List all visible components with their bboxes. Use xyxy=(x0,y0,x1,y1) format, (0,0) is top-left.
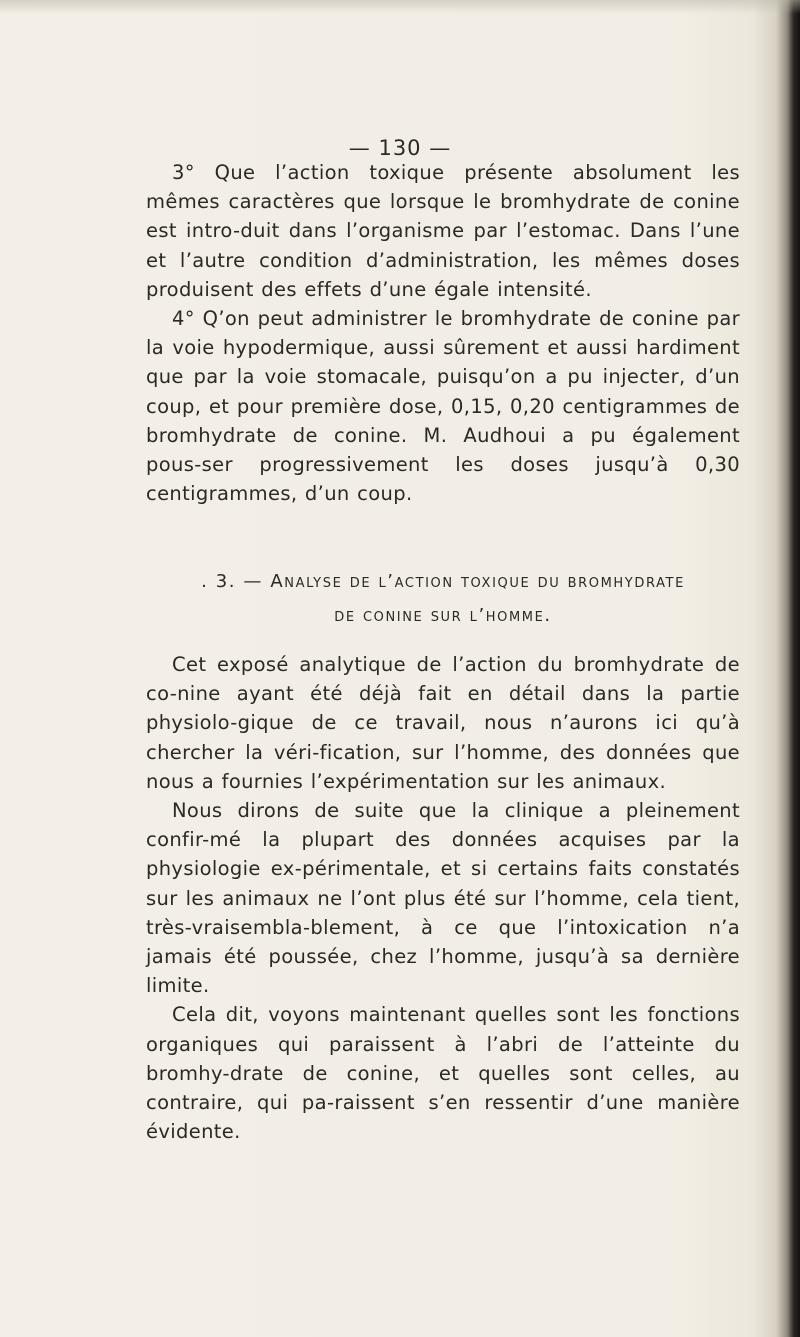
paragraph: 3° Que l’action toxique présente absolument les mêmes caractères que lorsque le bromhydrate de conine est intro-duit dans l’organisme par l’estomac. Dans l’une et l’autre condition d’administration, les mêmes doses produisent des effets d’une égale intensité. xyxy=(146,161,740,301)
paragraph: Cet exposé analytique de l’action du bromhydrate de co-nine ayant été déjà fait en détail dans la partie physiolo-gique de ce travail, nous n’aurons ici qu’à chercher la véri-fication, sur l’homme, des données que nous a fournies l’expérimentation sur les animaux. xyxy=(146,653,740,793)
page-number: — 130 — xyxy=(348,136,452,160)
section-heading-line-2: de conine sur l’homme. xyxy=(334,605,552,626)
text-block-top xyxy=(146,158,740,508)
section-heading-line-1: . 3. — Analyse de l’action toxique du bromhydrate xyxy=(201,571,685,592)
paragraph: Cela dit, voyons maintenant quelles sont les fonctions organiques qui paraissent à l’abri de l’atteinte du bromhy-drate de conine, et quelles sont celles, au contraire, qui pa-raissent s’en ressentir d’une manière évidente. xyxy=(146,1003,740,1144)
section-heading xyxy=(146,565,740,633)
page-top-edge xyxy=(0,0,800,14)
paragraph: Nous dirons de suite que la clinique a pleinement confir-mé la plupart des données acquises par la physiologie ex-périmentale, et si certains faits constatés sur les animaux ne l’ont plus été sur l’homme, cela tient, très-vraisembla-blement, à ce que l’intoxication n’a jamais été poussée, chez l’homme, jusqu’à sa dernière limite. xyxy=(146,799,740,998)
paragraph: 4° Q’on peut administrer le bromhydrate de conine par la voie hypodermique, aussi sûrement et aussi hardiment que par la voie stomacale, puisqu’on a pu injecter, d’un coup, et pour première dose, 0,15, 0,20 centigrammes de bromhydrate de conine. M. Audhoui a pu également pous-ser progressivement les doses jusqu’à 0,30 centigrammes, d’un coup. xyxy=(146,307,740,506)
text-block-bottom xyxy=(146,650,740,1146)
